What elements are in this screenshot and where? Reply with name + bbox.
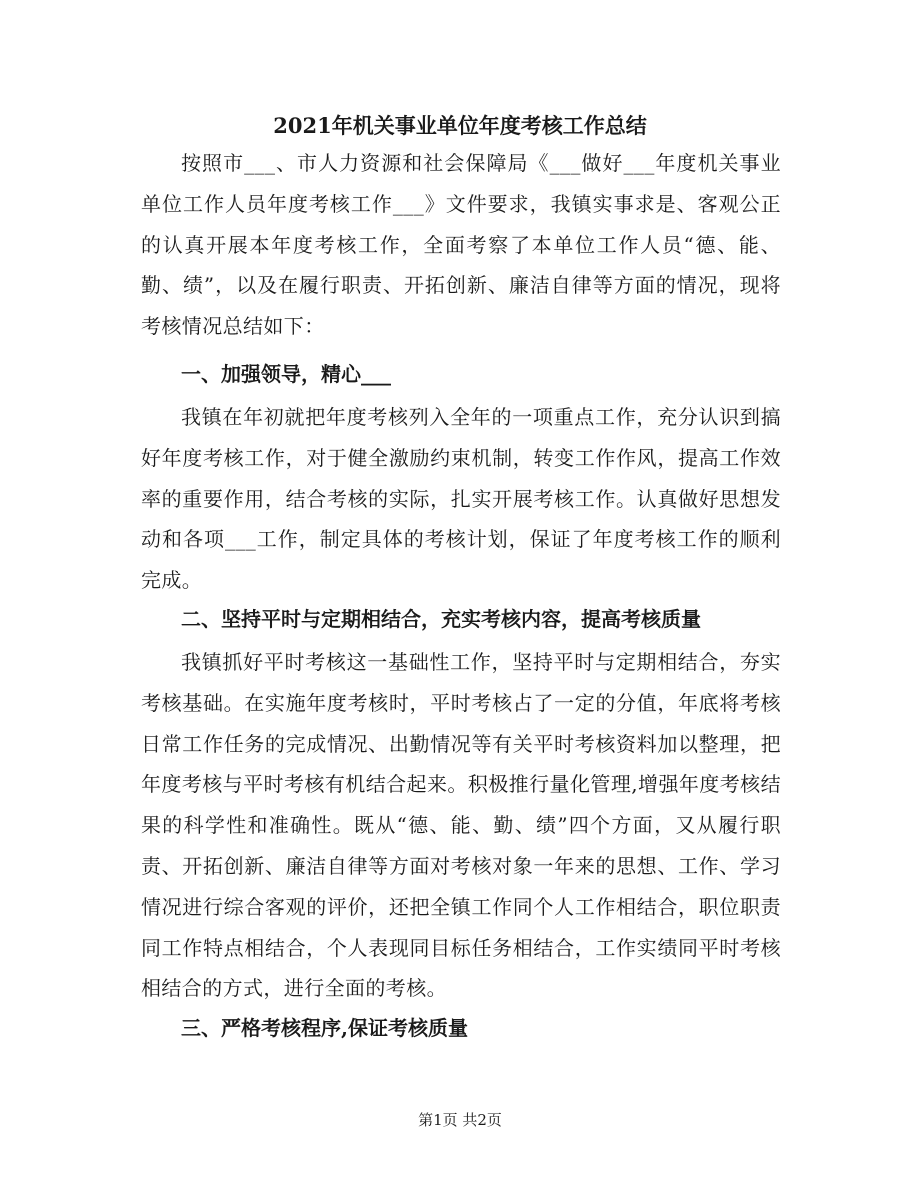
section-1-body: 我镇在年初就把年度考核列入全年的一项重点工作，充分认识到搞好年度考核工作，对于健全激励约束机制，转变工作作风，提高工作效率的重要作用，结合考核的实际，扎实开展考核工作。认真做好思想发动和各项___工作，制定具体的考核计划，保证了年度考核工作的顺利完成。 [141,405,781,593]
section-3-heading: 三、严格考核程序,保证考核质量 [181,1016,468,1040]
page-footer: 第1页 共2页 [418,1111,502,1129]
section-1-heading: 一、加强领导，精心___ [181,362,391,386]
document-title: 2021年机关事业单位年度考核工作总结 [273,113,647,138]
section-2-heading: 二、坚持平时与定期相结合，充实考核内容，提高考核质量 [181,607,701,631]
intro-paragraph: 按照市___、市人力资源和社会保障局《___做好___年度机关事业单位工作人员年度考核工作___》文件要求，我镇实事求是、客观公正的认真开展本年度考核工作，全面考察了本单位工作人员“德、能、勤、绩”，以及在履行职责、开拓创新、廉洁自律等方面的情况，现将考核情况总结如下： [141,151,781,339]
section-2-body: 我镇抓好平时考核这一基础性工作，坚持平时与定期相结合，夯实考核基础。在实施年度考核时，平时考核占了一定的分值，年底将考核日常工作任务的完成情况、出勤情况等有关平时考核资料加以整理，把年度考核与平时考核有机结合起来。积极推行量化管理,增强年度考核结果的科学性和准确性。既从“德、能、勤、绩”四个方面，又从履行职责、开拓创新、廉洁自律等方面对考核对象一年来的思想、工作、学习情况进行综合客观的评价，还把全镇工作同个人工作相结合，职位职责同工作特点相结合，个人表现同目标任务相结合，工作实绩同平时考核相结合的方式，进行全面的考核。 [141,650,781,1001]
